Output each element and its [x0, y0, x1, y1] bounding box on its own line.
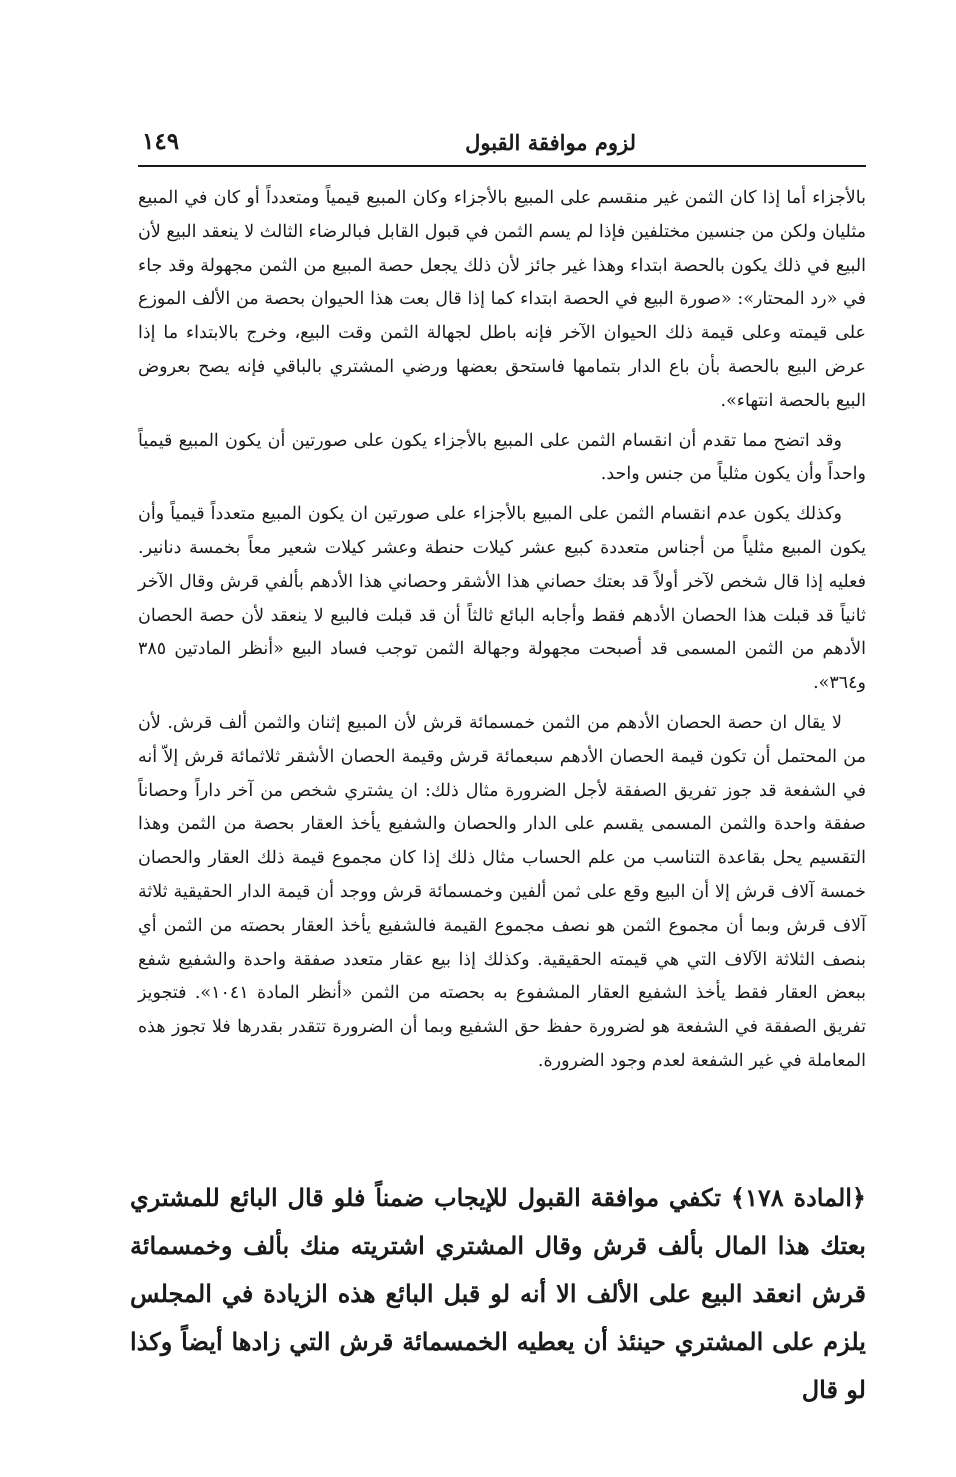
paragraph-4: لا يقال ان حصة الحصان الأدهم من الثمن خمسمائة قرش لأن المبيع إثنان والثمن ألف قرش. لأن من المحتمل أن تكون قيمة الحصان الأدهم سبعمائة قرش وقيمة الحصان الأشقر ثلاثمائة قرش إلاّ أنه في الشفعة قد جوز تفريق الصفقة لأجل الضرورة مثال ذلك: ان يشتري شخص من آخر داراً وحصاناً صفقة واحدة والثمن المسمى يقسم على الدار والحصان والشفيع يأخذ العقار بحصة من الثمن وهذا التقسيم يحل بقاعدة التناسب من علم الحساب مثال ذلك إذا كان مجموع قيمة ذلك العقار والحصان خمسة آلاف قرش إلا أن البيع وقع على ثمن ألفين وخمسمائة قرش ووجد أن قيمة الدار الحقيقية ثلاثة آلاف قرش وبما أن مجموع الثمن هو نصف مجموع القيمة فالشفيع يأخذ العقار بحصته من الثمن أي بنصف الثلاثة الآلاف التي هي قيمته الحقيقية. وكذلك إذا بيع عقار متعدد صفقة واحدة والشفيع شفع ببعض العقار فقط يأخذ الشفيع العقار المشفوع به بحصته من الثمن «أنظر المادة ١٠٤١». فتجويز تفريق الصفقة في الشفعة هو لضرورة حفظ حق الشفيع وبما أن الضرورة تتقدر بقدرها فلا تجوز هذه المعاملة في غير الشفعة لعدم وجود الضرورة.	[138, 712, 866, 1071]
header-rule	[138, 165, 866, 167]
paragraph-3: وكذلك يكون عدم انقسام الثمن على المبيع بالأجزاء على صورتين ان يكون المبيع متعدداً قيمياً وأن يكون المبيع مثلياً من أجناس متعددة كبيع عشر كيلات حنطة وعشر كيلات شعير معاً بخمسة دنانير. فعليه إذا قال شخص لآخر أولاً قد بعتك حصاني هذا الأشقر وحصاني هذا الأدهم بألفي قرش وقال الآخر ثانياً قد قبلت هذا الحصان الأدهم فقط وأجابه البائع ثالثاً أن قد قبلت فالبيع لا ينعقد لأن حصة الحصان الأدهم من الثمن المسمى قد أصبحت مجهولة وجهالة الثمن توجب فساد البيع «أنظر المادتين ٣٨٥ و٣٦٤».	[138, 504, 866, 694]
page-header	[138, 128, 866, 164]
page-number: ١٤٩	[142, 128, 180, 155]
article-178	[130, 1174, 866, 1414]
article-text: ﴿المادة ١٧٨﴾ تكفي موافقة القبول للإيجاب ضمناً فلو قال البائع للمشتري بعتك هذا المال بألف قرش وقال المشتري اشتريته منك بألف وخمسمائة قرش انعقد البيع على الألف الا أنه لو قبل البائع هذه الزيادة في المجلس يلزم على المشتري حينئذ أن يعطيه الخمسمائة قرش التي زادها أيضاً وكذا لو قال	[130, 1183, 866, 1404]
paragraph-2: وقد اتضح مما تقدم أن انقسام الثمن على المبيع بالأجزاء يكون على صورتين أن يكون المبيع قيمياً واحداً وأن يكون مثلياً من جنس واحد.	[138, 430, 866, 485]
paragraph-1: بالأجزاء أما إذا كان الثمن غير منقسم على المبيع بالأجزاء وكان المبيع قيمياً ومتعدداً أو كان في المبيع مثليان ولكن من جنسين مختلفين فإذا لم يسم الثمن في قبول القابل فبالرضاء الثالث لا ينعقد البيع لأن البيع في ذلك يكون بالحصة ابتداء وهذا غير جائز لأن ذلك يجعل حصة المبيع من الثمن مجهولة وقد جاء في «رد المحتار»: «صورة البيع في الحصة ابتداء كما إذا قال بعت هذا الحيوان بحصة من الألف الموزع على قيمته وعلى قيمة ذلك الحيوان الآخر فإنه باطل لجهالة الثمن وقت البيع، وخرج بالابتداء ما إذا عرض البيع بالحصة بأن باع الدار بتمامها فاستحق بعضها ورضي المشتري بالباقي فإنه يصح بعروض البيع بالحصة انتهاء».	[138, 188, 866, 411]
commentary-body	[138, 182, 866, 1079]
running-title: لزوم موافقة القبول	[465, 130, 636, 155]
